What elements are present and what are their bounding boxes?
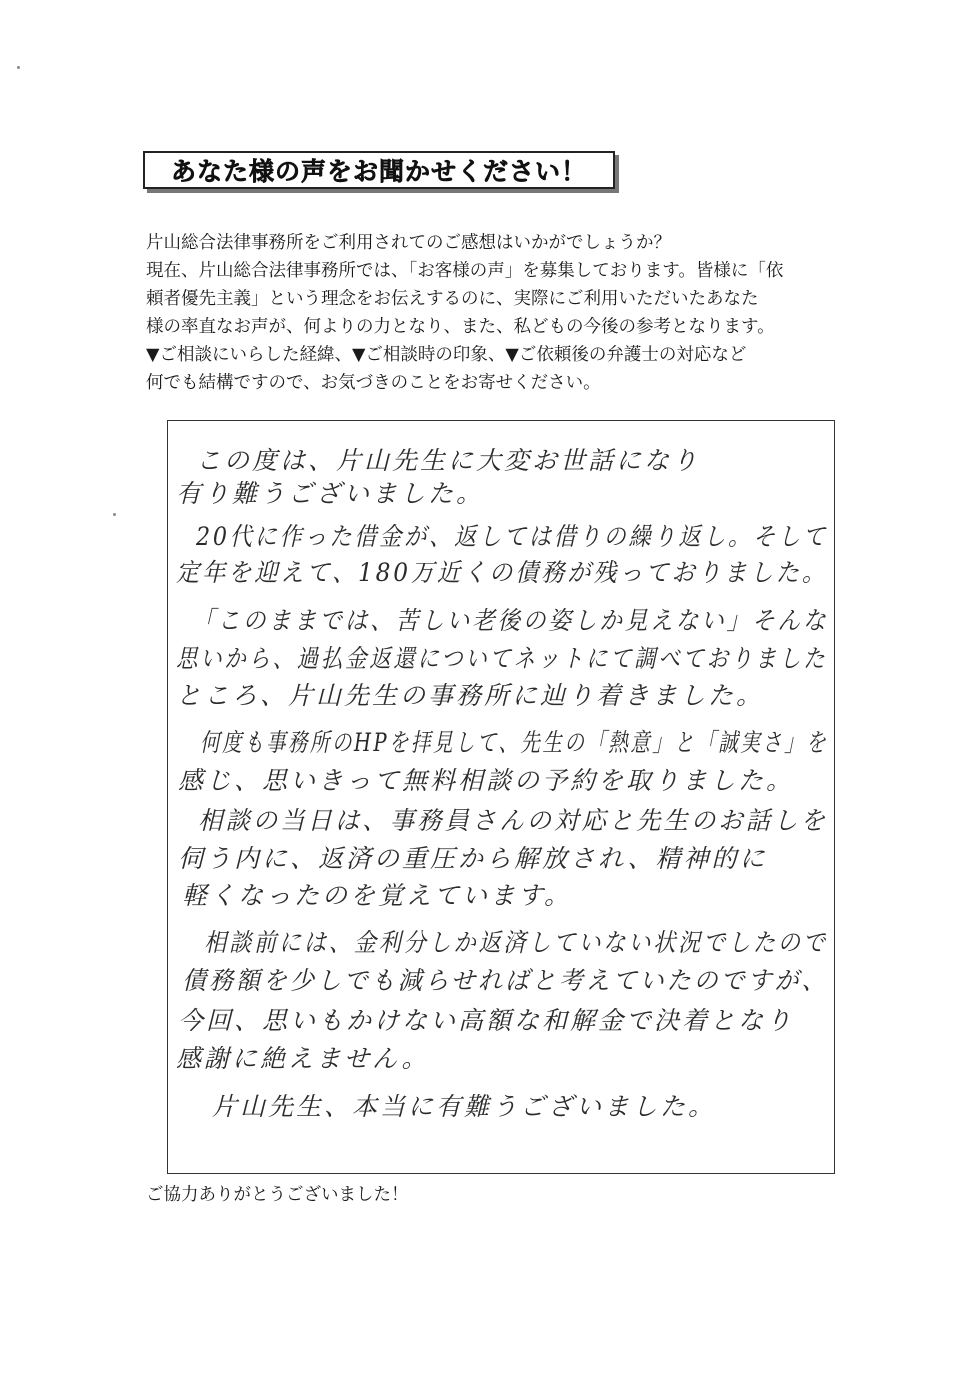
intro-line: 様の率直なお声が、何よりの力となり、また、私どもの今後の参考となります。: [146, 317, 775, 337]
page-title: あなた様の声をお聞かせください！: [170, 157, 587, 186]
scan-speck: [17, 66, 20, 69]
letter-line: 20代に作った借金が、返しては借りの繰り返し。そして: [196, 522, 828, 551]
letter-line: この度は、片山先生に大変お世話になり: [196, 446, 701, 475]
page-title-box: [143, 151, 615, 189]
letter-line: 軽くなったのを覚えています。: [182, 881, 573, 910]
intro-line: 片山総合法律事務所をご利用されてのご感想はいかがでしょうか？: [146, 233, 671, 253]
letter-line: ところ、片山先生の事務所に辿り着きました。: [176, 681, 765, 710]
letter-line: 伺う内に、返済の重圧から解放され、精神的に: [178, 844, 768, 873]
scan-speck: [113, 513, 116, 516]
intro-line: 頼者優先主義」という理念をお伝えするのに、実際にご利用いただいたあなた: [146, 289, 759, 309]
letter-line: 感謝に絶えません。: [176, 1044, 430, 1073]
letter-line: 有り難うございました。: [176, 479, 485, 508]
letter-line: 「このままでは、苦しい老後の姿しか見えない」そんな: [192, 606, 829, 635]
letter-line: 相談前には、金利分しか返済していない状況でしたので: [204, 928, 828, 957]
closing-thanks: ご協力ありがとうございました！: [146, 1185, 409, 1205]
intro-line: ▼ご相談にいらした経緯、▼ご相談時の印象、▼ご依頼後の弁護士の対応など: [146, 345, 747, 365]
intro-line: 何でも結構ですので、お気づきのことをお寄せください。: [146, 373, 601, 393]
intro-line: 現在、片山総合法律事務所では、「お客様の声」を募集しております。皆様に「依: [146, 261, 784, 281]
handwritten-letter-box: [167, 420, 835, 1174]
letter-line: 何度も事務所のHPを拝見して、先生の「熱意」と「誠実さ」を: [200, 728, 829, 757]
letter-line: 思いから、過払金返還についてネットにて調べておりました: [176, 644, 828, 673]
letter-line: 債務額を少しでも減らせればと考えていたのですが、: [182, 966, 829, 995]
letter-line: 片山先生、本当に有難うございました。: [212, 1092, 717, 1121]
letter-line: 感じ、思いきって無料相談の予約を取りました。: [178, 766, 795, 795]
letter-line: 今回、思いもかけない高額な和解金で決着となり: [178, 1006, 795, 1035]
intro-paragraph: [146, 229, 846, 397]
letter-line: 相談の当日は、事務員さんの対応と先生のお話しを: [198, 806, 828, 835]
letter-line: 定年を迎えて、180万近くの債務が残っておりました。: [176, 558, 828, 587]
